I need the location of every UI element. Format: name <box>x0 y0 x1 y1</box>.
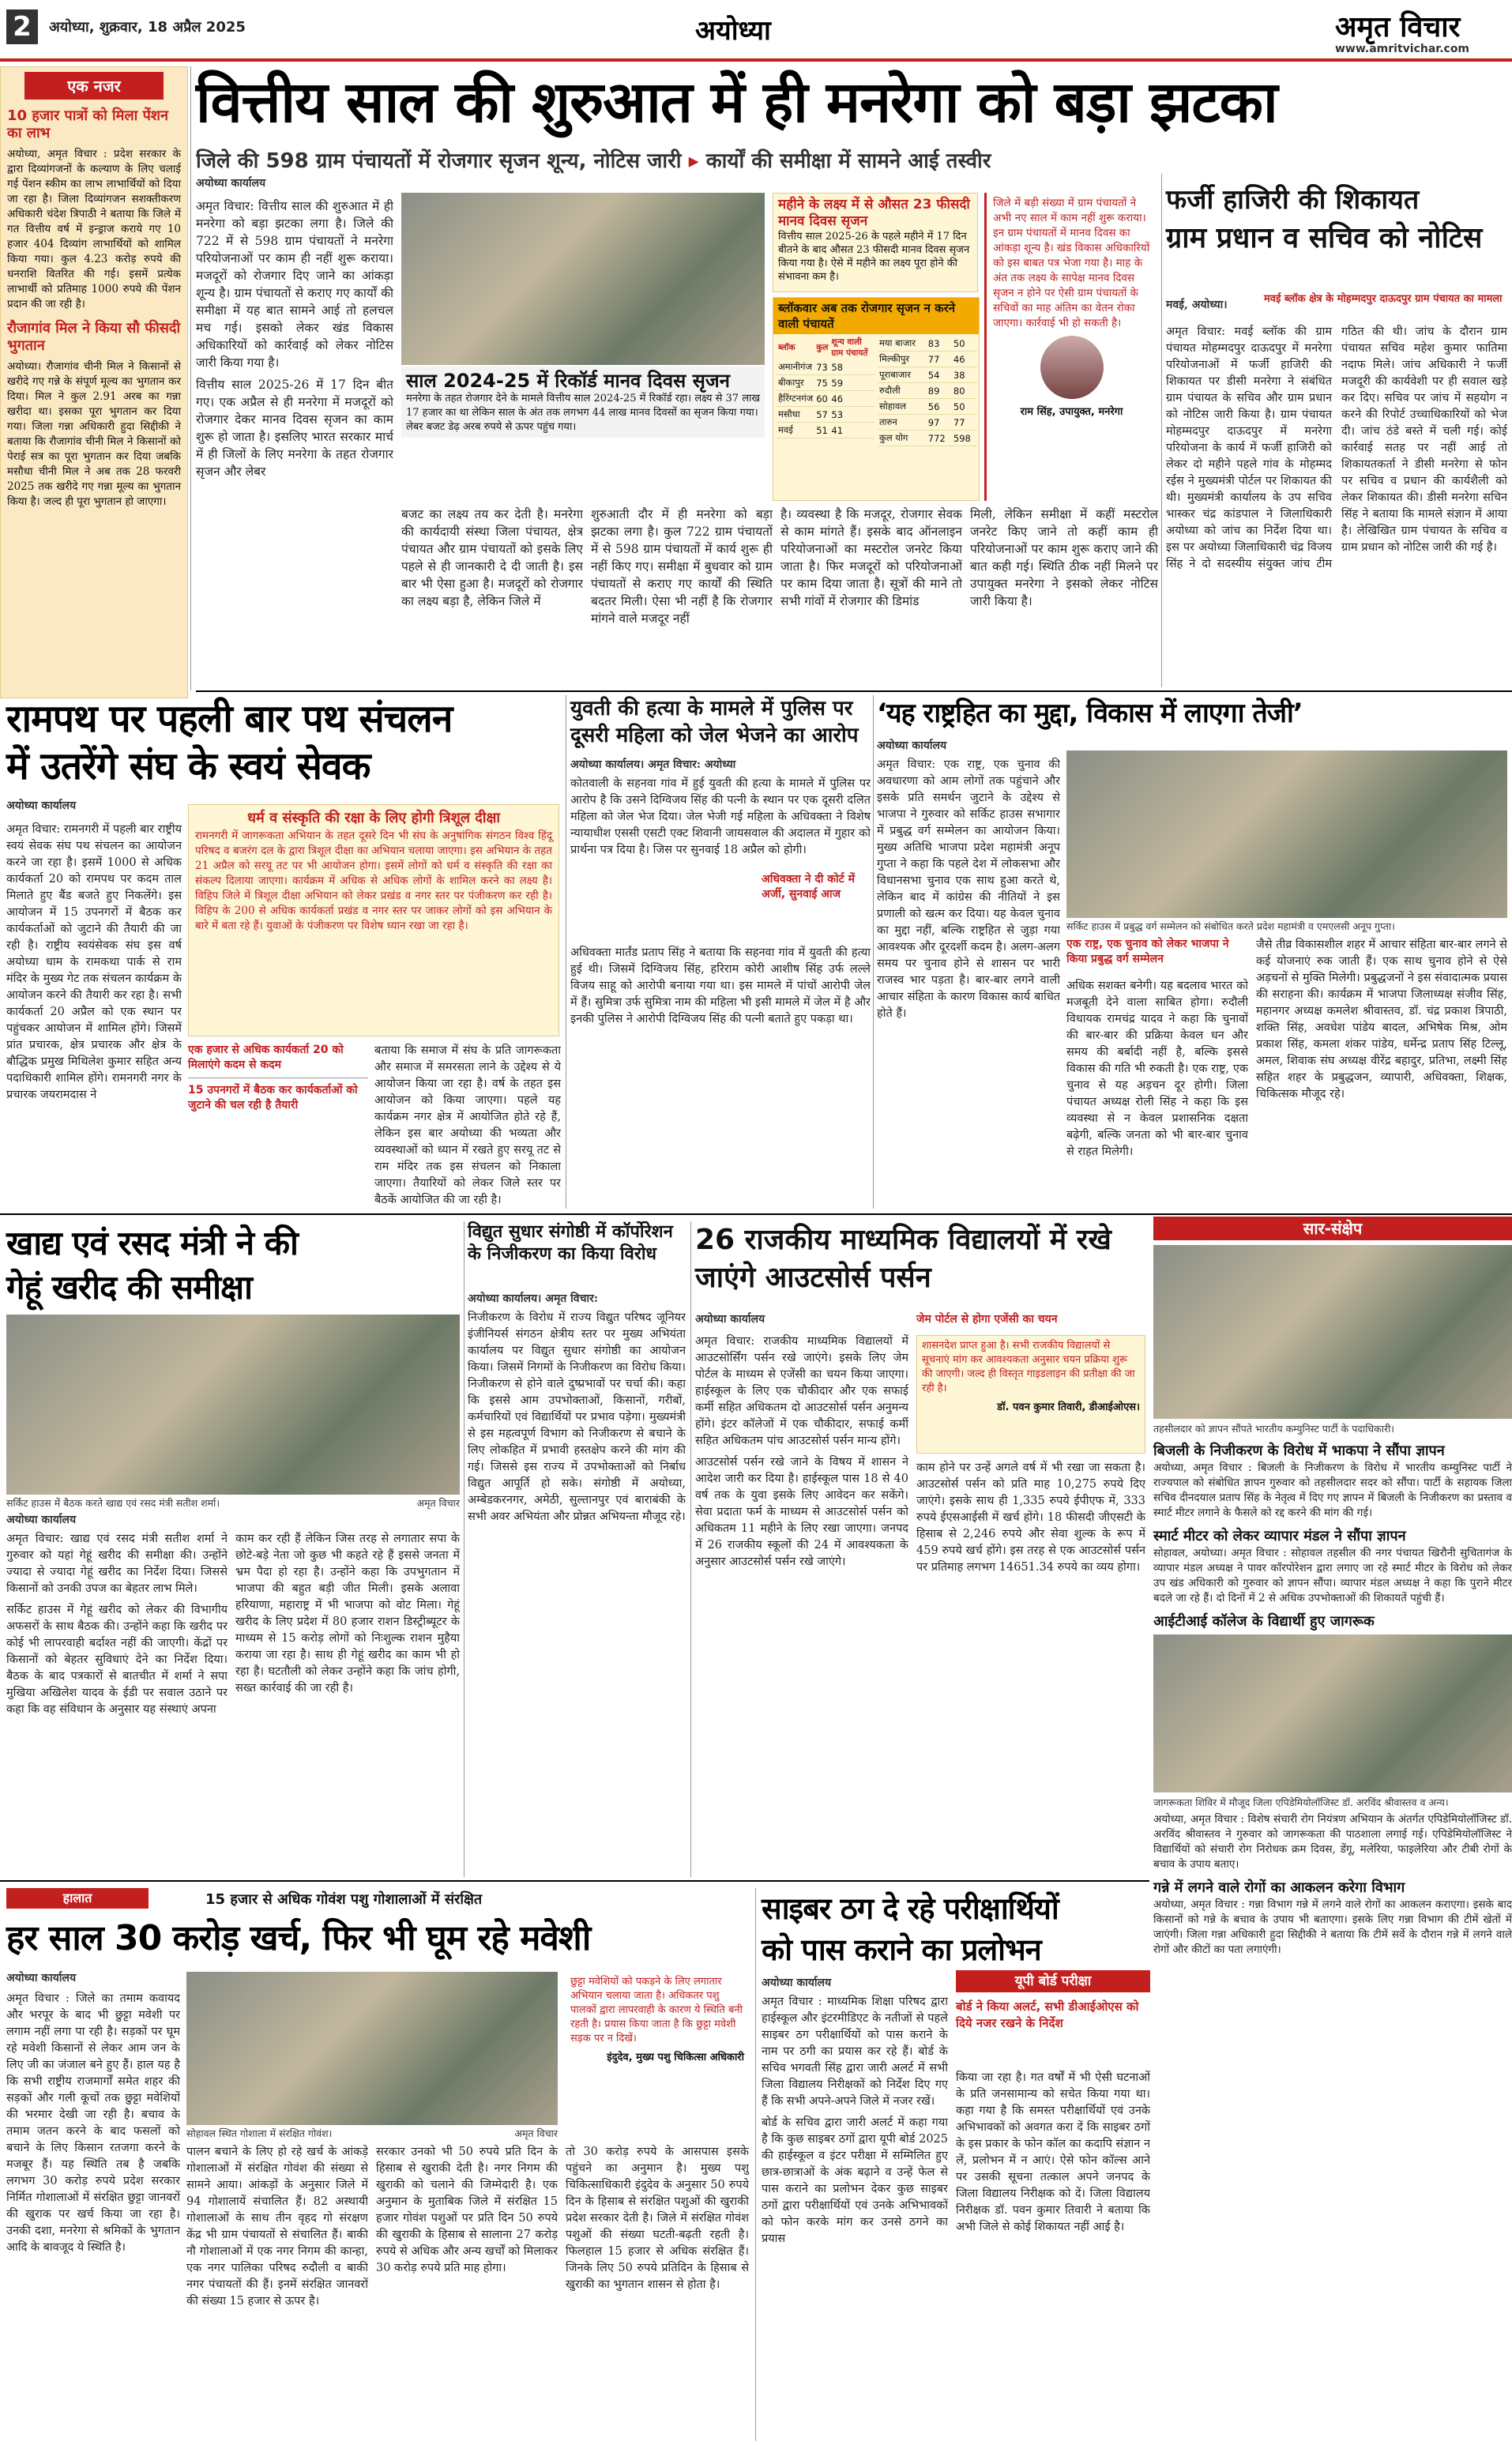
lead-para-2: वित्तीय साल 2025-26 में 17 दिन बीत गए। एक अप्रैल से ही मनरेगा में मजदूरों को रोजगार देकर मानव दिवस सृजन का काम शुरू हो जाता है। इसलिए भारत सरकार मार्च में ही जिलों के लिए मनरेगा के तहत रोजगार सृजन और लेबर <box>196 378 393 479</box>
officer-photo <box>1040 336 1104 399</box>
table-cell: 46 <box>829 391 874 407</box>
murder-callout: अधिवक्ता ने दी कोर्ट में अर्जी, सुनवाई आज <box>758 869 871 905</box>
brand-url[interactable]: www.amritvichar.com <box>1335 43 1470 55</box>
rss-col-2: बताया कि समाज में संघ के प्रति जागरूकता और समाज में समरसता लाने के उद्देश्य से ये आयोजन किया जा रहा है। वर्ष के तहत इस आयोजन को किया जाएगा। पहले यह कार्यक्रम नगर क्षेत्र में आयोजित होते रहे हैं, लेकिन इस बार अयोध्या की भव्यता और व्यवस्थाओं को ध्यान में रखते हुए सरयू तट से राम मंदिर तक इस संचलन को निकाला जाएगा। तैयारियों को लेकर जिले स्तर पर बैठकें आयोजित की जा रही है। <box>374 1044 561 1206</box>
sar-caption-1: तहसीलदार को ज्ञापन सौंपते भारतीय कम्युनिस्ट पार्टी के पदाधिकारी। <box>1153 1423 1395 1435</box>
officer-quote-by: राम सिंह, उपायुक्त, मनरेगा <box>1020 406 1123 418</box>
notice-sub: मवई ब्लॉक क्षेत्र के मोहम्मदपुर दाऊदपुर ग्राम पंचायत का मामला <box>1264 293 1503 305</box>
sidebar-item1-title: 10 हजार पात्रों को मिला पेंशन का लाभ <box>7 107 169 141</box>
officer-quote <box>984 193 1157 501</box>
lead-deck-1: जिले की 598 ग्राम पंचायतों में रोजगार सृजन शून्य, नोटिस जारी <box>196 149 682 173</box>
table-cell: 598 <box>952 431 977 446</box>
divider <box>690 1221 691 1877</box>
bjp-col-1: अमृत विचार: एक राष्ट्र, एक चुनाव की अवधारणा को आम लोगों तक पहुंचाने और इसके प्रति समर्थन जुटाने के उद्देश्य से भाजपा ने गुरुवार को सर्किट हाउस सभागार में प्रबुद्ध वर्ग सम्मेलन का आयोजन किया। मुख्य अतिथि भाजपा प्रदेश महामंत्री अनूप गुप्ता ने कहा कि पहले देश में लोकसभा और विधानसभा चुनाव एक साथ हुआ करते थे, लेकिन बाद में कांग्रेस की नीतियों ने इस प्रणाली को खत्म कर दिया। यह केवल चुनाव का मुद्दा नहीं, बल्कि राष्ट्रहित से जुड़ा गया आवश्यक और दूरदर्शी कदम है। अलग-अलग समय पर चुनाव होने से शासन पर भारी राजस्व भार पड़ता है। बार-बार लगने वाली आचार संहिता के कारण विकास कार्य बाधित होते हैं। <box>877 758 1060 1020</box>
cow-photo <box>186 1972 558 2125</box>
table-cell: 57 <box>814 407 829 423</box>
food-para-1: अमृत विचार: खाद्य एवं रसद मंत्री सतीश शर्मा ने गुरुवार को यहां गेहूं खरीद की समीक्षा की। उन्होंने ज्यादा से ज्यादा गेहूं खरीद का निर्देश दिया। जिससे किसानों को उनकी उपज का बेहतर लाभ मिले। <box>6 1533 228 1595</box>
table-cell: 83 <box>927 336 952 352</box>
bjp-col-2: अधिक सशक्त बनेगी। यह बदलाव भारत को मजबूती देने वाला साबित होगा। रुदौली विधायक रामचंद्र यादव ने कहा कि चुनावों की बार-बार की प्रक्रिया केवल धन और समय की बर्बादी नहीं है, बल्कि इससे विकास की गति भी रुकती है। एक राष्ट्र, एक चुनाव से यह अड़चन दूर होगी। जिला पंचायत अध्यक्ष रोली सिंह ने कहा कि इस व्यवस्था से न केवल प्रशासनिक दक्षता बढ़ेगी, बल्कि जनता को भी बार-बार चुनाव से राहत मिलेगी। <box>1066 980 1248 1158</box>
brand-logo: अमृत विचार <box>1335 11 1461 43</box>
sar-b3: अयोध्या, अमृत विचार : विशेष संचारी रोग नियंत्रण अभियान के अंतर्गत एपिडेमियोलॉजिस्ट डॉ. अरविंद श्रीवास्तव ने गुरुवार को जागरूकता की पाठशाला लगाई गई। एपिडेमियोलॉजिस्ट ने विद्यार्थियों को संचारी रोग निरोधक क्रम दिवस, डेंगू, मलेरिया, फाइलेरिया और टीबी रोगों के बचाव के उपाय बताए। <box>1153 1813 1512 1871</box>
food-caption-text: सर्किट हाउस में बैठक करते खाद्य एवं रसद मंत्री सतीश शर्मा। <box>6 1497 220 1509</box>
table-cell: 50 <box>952 399 977 415</box>
table-header-cell: ब्लॉक <box>778 343 795 352</box>
cyber-para-1: अमृत विचार : माध्यमिक शिक्षा परिषद द्वारा हाईस्कूल और इंटरमीडिएट के नतीजों से पहले साइबर ठग परीक्षार्थियों को पास कराने के नाम पर ठगी का प्रयास कर रहे हैं। बोर्ड के सचिव भगवती सिंह द्वारा जारी अलर्ट में सभी जिला विद्यालय निरीक्षकों को निर्देश दिए गए हैं कि सभी अपने-अपने जिले में नजर रखें। <box>762 1995 948 2108</box>
outsource-quote <box>916 1335 1145 1454</box>
rss-headline-2: में उतरेंगे संघ के स्वयं सेवक <box>6 744 370 788</box>
rss-sub-title: धर्म व संस्कृति की रक्षा के लिए होगी त्रिशूल दीक्षा <box>246 810 501 826</box>
lead-col-5 <box>970 506 1158 687</box>
table-cell: 58 <box>829 359 874 375</box>
table-row <box>878 431 977 446</box>
power-headline: विद्युत सुधार संगोष्ठी में कॉर्पोरेशन के निजीकरण का किया विरोध <box>468 1222 673 1264</box>
bjp-col-3: जैसे तीव्र विकासशील शहर में आचार संहिता बार-बार लगने से कई योजनाएं रुक जाती हैं। एक साथ चुनाव होने से ऐसे अड़चनों से मुक्ति मिलेगी। प्रबुद्धजनों ने इस संवादात्मक प्रयास की सराहना की। कार्यक्रम में भाजपा जिलाध्यक्ष संजीव सिंह, महानगर अध्यक्ष कमलेश श्रीवास्तव, डॉ. चंद्र प्रकाश त्रिपाठी, शक्ति सिंह, अवधेश पांडेय बादल, अभिषेक मिश्र, ओम प्रकाश सिंह, कमला शंकर पांडेय, धर्मेन्द्र प्रताप सिंह टिल्लू, अमल, शिवाक संघ अध्यक्ष वीरेंद्र बहादुर, प्रतिभा, लक्ष्मी सिंह सहित शहर के प्रबुद्धजन, व्यापारी, अधिवक्ता, शिक्षक, चिकित्सक मौजूद रहे। <box>1256 939 1507 1100</box>
block-table-left <box>777 336 874 438</box>
block-table-right <box>878 336 977 446</box>
lead-col-2 <box>401 506 583 687</box>
table-row <box>777 359 874 375</box>
sar-h1: बिजली के निजीकरण के विरोध में भाकपा ने सौंपा ज्ञापन <box>1153 1443 1445 1459</box>
rss-headline-1: रामपथ पर पहली बार पथ संचलन <box>6 697 453 741</box>
cow-quote <box>566 1972 749 2138</box>
cyber-label: यूपी बोर्ड परीक्षा <box>956 1970 1150 1992</box>
page-number-badge: 2 <box>6 9 38 44</box>
lead-para-3: बजट का लक्ष्य तय कर देती है। मनरेगा की कार्यदायी संस्था जिला पंचायत, क्षेत्र पंचायत और ग्राम पंचायतों को इसके लिए पहले से ही जानकारी दे दी जाती है। इस बार भी ऐसा हुआ है। मजदूरों को रोजगार का लक्ष्य बड़ा है, लेकिन जिले में <box>401 507 583 608</box>
divider <box>755 1888 756 2441</box>
murder-col-2: अधिवक्ता मार्तंड प्रताप सिंह ने बताया कि सहनवा गांव में युवती की हत्या हुई थी। जिसमें दिग्विजय सिंह, हरिराम कोरी आशीष सिंह उर्फ लल्ले विजय साहू को आरोपी बनाया गया था। इस मामले में पांचों आरोपी जेल में हैं। सुमित्रा उर्फ सुमित्रा नाम की महिला भी इसी मामले में जेल में है और इनकी पुलिस ने आरोपी दिग्विजय सिंह की पत्नी बताते हुए पकड़ा था। <box>570 946 871 1025</box>
table-cell: 80 <box>952 383 977 399</box>
sar-h2: स्मार्ट मीटर को लेकर व्यापार मंडल ने सौंपा ज्ञापन <box>1153 1528 1406 1544</box>
stat-body: वित्तीय साल 2025-26 के पहले महीने में 17 दिन बीतने के बाद औसत 23 फीसदी मानव दिवस सृजन किया गया है। ऐसे में महीने का लक्ष्य पूरा होने की संभावना कम है। <box>778 231 970 283</box>
food-headline-1: खाद्य एवं रसद मंत्री ने की <box>6 1224 298 1262</box>
divider <box>464 1221 465 1877</box>
power-col-1: निजीकरण के विरोध में राज्य विद्युत परिषद जूनियर इंजीनियर्स संगठन क्षेत्रीय स्तर पर मुख्य अभियंता कार्यालय पर विद्युत सुधार संगोष्ठी का आयोजन किया। जिसमें निगमों के निजीकरण का विरोध किया। निजीकरण से होने वाले दुष्प्रभावों पर चर्चा की। कहा कि इससे आम उपभोक्ताओं, किसानों, गरीबों, कर्मचारियों एवं विद्यार्थियों पर प्रभाव पड़ेगा। मुख्यमंत्री से इस महत्वपूर्ण विभाग को निजीकरण से बचाने के लिए लोकहित में प्रभावी हस्तक्षेप करने की मांग की गई। जिससे इस राज्य में उपभोक्ताओं को निर्बाध विद्युत आपूर्ति हो सके। संगोष्ठी में अयोध्या, अम्बेडकरनगर, अमेठी, सुल्तानपुर एवं बाराबंकी के सभी अवर अभियंता और प्रोन्नत अभियन्ता मौजूद रहे। <box>468 1311 686 1523</box>
rss-col-1: अमृत विचार: रामनगरी में पहली बार राष्ट्रीय स्वयं सेवक संघ पथ संचलन का आयोजन करने जा रहा है। इसमें 1000 से अधिक कार्यकर्ता 20 को रामपथ पर कदम ताल मिलाते हुए बैंड बजते हुए निकलेंगे। इस आयोजन में 15 उपनगरों में बैठक कर कार्यकर्ताओं को जुटाने की तैयारी की जा रही है। राष्ट्रीय स्वयंसेवक संघ इस वर्ष अयोध्या धाम के रामकथा पार्क से राम मंदिर के मुख्य गेट तक संचलन कार्यक्रम के आयोजन करने की तैयारी कर रहा है। सभी कार्यकर्ता 20 अप्रैल को एक स्थान पर पहुंचकर आयोजन में शामिल होंगे। जिसमें प्रांत प्रचारक, क्षेत्र प्रचारक और क्षेत्र के बौद्धिक प्रमुख मिथिलेश कुमार सहित अन्य पदाधिकारी शामिल होंगे। रामनगरी नगर के प्रचारक जयरामदास ने <box>6 823 182 1101</box>
outsource-sub: जेम पोर्टल से होगा एजेंसी का चयन <box>916 1313 1058 1326</box>
bjp-callout: एक राष्ट्र, एक चुनाव को लेकर भाजपा ने किया प्रबुद्ध वर्ग सम्मेलन <box>1066 938 1229 965</box>
outsource-col-1 <box>695 1333 908 1875</box>
table-cell: कुल योग <box>878 431 927 446</box>
sar-photo-3 <box>1153 1634 1512 1792</box>
sidebar-item2-body: अयोध्या। रौजागांव चीनी मिल ने किसानों से खरीदे गए गन्ने के संपूर्ण मूल्य का भुगतान कर दिया। मिल ने कुल 2.91 अरब का गन्ना खरीदा था। इसका पूरा भुगतान कर दिया गया। जिला गन्ना अधिकारी हुदा सिद्दीकी ने बताया कि रौजागांव चीनी मिल ने किसानों को पेराई सत्र का पूरा भुगतान कर दिया जबकि मसौधा चीनी मिल ने अब तक 28 फरवरी 2025 तक खरीदे गए गन्ना मूल्य का भुगतान किया है। जल्द ही पूरा भुगतान हो जाएगा। <box>7 360 181 508</box>
cow-label: हालात <box>6 1888 149 1909</box>
food-caption-credit: अमृत विचार <box>416 1497 460 1509</box>
cow-photo-caption <box>186 2127 558 2140</box>
table-cell: मिल्कीपुर <box>878 352 927 367</box>
cow-col-4: तो 30 करोड़ रुपये के आसपास इसके पहुंचने का अनुमान है। मुख्य पशु चिकित्साधिकारी इंदुदेव के अनुसार 50 रुपये दिन के हिसाब से संरक्षित पशुओं की खुराकी प्रदेश सरकार देती है। जिले में संरक्षित गोवंश पशुओं की संख्या घटती-बढ़ती रहती है। फिलहाल 15 हजार से अधिक संरक्षित हैं। जिनके लिए 50 रुपये प्रतिदिन के हिसाब से खुराकी का भुगतान शासन से होता है। <box>566 2146 749 2291</box>
lead-col-4 <box>780 506 962 687</box>
table-row <box>777 423 874 438</box>
lead-para-1: अमृत विचार: वित्तीय साल की शुरुआत में ही मनरेगा को बड़ा झटका लगा है। जिले की 722 में से 598 ग्राम पंचायतों ने मनरेगा परियोजनाओं पर काम ही नहीं शुरू कराया। मजदूरों को रोजगार दिए जाने का आंकड़ा शून्य है। ग्राम पंचायतों से कराए गए कार्यों की समीक्षा में यह बात सामने आई तो हलचल मच गई। इसको लेकर खंड विकास अधिकारियों को कार्रवाई को लेकर नोटिस जारी किया गया है। <box>196 199 393 370</box>
food-col-2: काम कर रही हैं लेकिन जिस तरह से लगातार सपा के छोटे-बड़े नेता जो कुछ भी कहते रहे हैं इससे जनता में भ्रम पैदा हो रहा है। उन्होंने कहा कि उपभुगतान में भाजपा की बहुत बड़ी जीत मिली। इसके अलावा हरियाणा, महाराष्ट्र में भी भाजपा को वोट मिला। गेहूं खरीद के लिए प्रदेश में 80 हजार राशन डिस्ट्रीब्यूटर के माध्यम से 15 करोड़ लोगों को निःशुल्क राशन मुहैया कराया जा रहा है। साथ ही गेहूं खरीद का काम भी हो रहा है। घटतौली को लेकर उन्होंने कहा कि जांच होगी, सख्त कार्रवाई की जा रही है। <box>235 1533 460 1695</box>
stat-title: महीने के लक्ष्य में से औसत 23 फीसदी मानव दिवस सृजन <box>778 197 970 229</box>
rss-callout-1: एक हजार से अधिक कार्यकर्ता 20 को मिलाएंगे कदम से कदम <box>188 1043 368 1078</box>
cyber-col-1 <box>762 1994 948 2441</box>
food-byline: अयोध्या कार्यालय <box>6 1514 77 1526</box>
table-row <box>878 415 977 431</box>
table-cell: मसौधा <box>777 407 814 423</box>
lead-byline: अयोध्या कार्यालय <box>196 177 266 190</box>
outsource-col-2: काम होने पर उन्हें अगले वर्ष में भी रखा जा सकता है। आउटसोर्स पर्सन को प्रति माह 10,275 रुपये दिए जाएंगे। इसके साथ ही 1,335 रुपये ईपीएफ में, 333 रुपये ईएसआईसी में खर्च होंगे। 18 फीसदी जीएसटी के हिसाब से 2,246 रुपये और सेवा शुल्क के रूप में 459 रुपये खर्च होंगे। इस तरह से एक आउटसोर्स पर्सन पर प्रतिमाह लगभग 14651.34 रुपये का व्यय होगा। <box>916 1461 1145 1574</box>
divider <box>1161 174 1162 687</box>
table-cell: 97 <box>927 415 952 431</box>
table-row <box>878 367 977 383</box>
divider <box>190 66 191 690</box>
cyber-byline: अयोध्या कार्यालय <box>762 1977 832 1989</box>
table-row <box>777 407 874 423</box>
table-cell: बीकापुर <box>777 375 814 391</box>
block-table <box>773 297 980 501</box>
table-row <box>777 391 874 407</box>
notice-byline: मवई, अयोध्या। <box>1166 299 1228 311</box>
sidebar-item1-body: अयोध्या, अमृत विचार : प्रदेश सरकार के द्वारा दिव्यांगजनों के कल्याण के लिए चलाई गई पेंशन स्कीम का लाभ लाभार्थियों को दिया जा रहा है। जिला दिव्यांगजन सशक्तीकरण अधिकारी चंदेश त्रिपाठी ने बताया कि जिले में गत वित्तीय वर्ष में इन्ड्राज कराये गए 10 हजार 404 दिव्यांग लाभार्थियों को शामिल किया गया। कुल 4.23 करोड़ रुपये की धनराशि वितरित की गई। इसमें प्रत्येक लाभार्थी को प्रतिमाह 1000 रुपये की पेंशन प्रदान की जा रही है। <box>7 148 181 310</box>
sidebar <box>0 66 188 698</box>
block-table-title: ब्लॉकवार अब तक रोजगार सृजन न करने वाली पंचायतें <box>773 298 979 334</box>
table-row <box>878 336 977 352</box>
stat-box <box>773 193 978 292</box>
bjp-photo-caption: सर्किट हाउस में प्रबुद्ध वर्ग सम्मेलन को संबोधित करते प्रदेश महामंत्री व एमएलसी अनूप गुप्ता। <box>1066 920 1395 932</box>
food-para-2: सर्किट हाउस में गेहूं खरीद को लेकर की विभागीय अफसरों के साथ बैठक की। उन्होंने कहा कि खरीद पर कोई भी लापरवाही बर्दाश्त नहीं की जाएगी। केंद्रों पर किसानों को बेहतर सुविधाएं देने का निर्देश दिया। बैठक के बाद पत्रकारों से बातचीत में शर्मा ने सपा मुखिया अखिलेश यादव के ईडी पर सवाल उठाने पर कहा कि वह संविधान के अनुसार यह संस्थाएं अपना <box>6 1604 228 1716</box>
table-cell: 89 <box>927 383 952 399</box>
lead-deck: जिले की 598 ग्राम पंचायतों में रोजगार सृजन शून्य, नोटिस जारी ▸ कार्यों की समीक्षा में सामने आई तस्वीर <box>196 149 991 173</box>
cyber-col-2: किया जा रहा है। गत वर्षों में भी ऐसी घटनाओं के प्रति जनसामान्य को सचेत किया गया था। कहा गया है कि समस्त परीक्षार्थियों एवं उनके अभिभावकों को अवगत करा दें कि साइबर ठगों के इस प्रकार के फोन कॉल का कदापि संज्ञान न लें, प्रलोभन में न आएं। ऐसे फोन कॉल्स आने पर उसकी सूचना तत्काल अपने जनपद के जिला विद्यालय निरीक्षक को दें। जिला विद्यालय निरीक्षक डॉ. पवन कुमार तिवारी ने बताया कि अभी जिले से कोई शिकायत नहीं आई है। <box>956 2071 1150 2233</box>
murder-byline: अयोध्या कार्यालय। अमृत विचार: अयोध्या <box>570 758 736 771</box>
notice-headline: ग्राम प्रधान व सचिव को नोटिस <box>1166 222 1483 254</box>
cyber-para-2: बोर्ड के सचिव द्वारा जारी अलर्ट में कहा गया है कि कुछ साइबर ठगों द्वारा यूपी बोर्ड 2025 की हाईस्कूल व इंटर परीक्षा में सम्मिलित हुए छात्र-छात्राओं के अंक बढ़ाने व उन्हें फेल से पास कराने का प्रलोभन देकर कुछ साइबर ठगों द्वारा परीक्षार्थियों एवं उनके अभिभावकों को फोन करके मांग कर उनसे ठगने का प्रयास <box>762 2116 948 2245</box>
power-byline: अयोध्या कार्यालय। अमृत विचार: <box>468 1292 598 1305</box>
sar-caption-3: जागरूकता शिविर में मौजूद जिला एपिडेमियोलॉजिस्ट डॉ. अरविंद श्रीवास्तव व अन्य। <box>1153 1796 1449 1808</box>
cow-caption-credit: अमृत विचार <box>514 2127 558 2139</box>
table-cell: 59 <box>829 375 874 391</box>
cow-quote-by: इंदुदेव, मुख्य पशु चिकित्सा अधिकारी <box>607 2052 744 2063</box>
cow-col-2: पालन बचाने के लिए हो रहे खर्च के आंकड़े गोशालाओं में संरक्षित गोवंश की संख्या से सामने आया। आंकड़ों के अनुसार जिले में 94 गोशालायें संचालित हैं। 82 अस्थायी गोशालाओं के साथ तीन वृहद गो संरक्षण केंद्र भी ग्राम पंचायतों से संचालित हैं। बाकी नौ गोशालाओं में एक नगर निगम की कान्हा, एक नगर पालिका परिषद रुदौली व बाकी नगर पंचायतों की हैं। इनमें संरक्षित जानवरों की संख्या 15 हजार से ऊपर है। <box>186 2146 368 2308</box>
lead-headline: वित्तीय साल की शुरुआत में ही मनरेगा को बड़ा झटका <box>196 69 1277 135</box>
rss-sub-body: रामनगरी में जागरूकता अभियान के तहत दूसरे दिन भी संघ के अनुषांगिक संगठन विश्व हिंदू परिषद व बजरंग दल के द्वारा त्रिशूल दीक्षा का अभियान चलाया जाएगा। इस अभियान के तहत 21 अप्रैल को सरयू तट पर भी आयोजन होगा। इसमें लोगों को धर्म व संस्कृति की रक्षा का संकल्प दिलाया जाएगा। कार्यक्रम में अधिक से अधिक लोगों के शामिल करने का लक्ष्य है। विहिप जिले में त्रिशूल दीक्षा अभियान को लेकर प्रखंड व नगर स्तर पर पंजीकरण कर रही है। विहिप के 200 से अधिक कार्यकर्ता प्रखंड व नगर स्तर पर जाकर लोगों को इस अभियान के बारे में बता रहे हैं। युवाओं के पंजीकरण पर विशेष ध्यान रखा जा रहा है। <box>195 829 552 932</box>
table-row <box>777 375 874 391</box>
lead-para-5: है। व्यवस्था है कि मजदूर, रोजगार सेवक से काम मांगते हैं। इसके बाद ऑनलाइन परियोजनाओं का मस्टरोल जनरेट किया जाता है। फिर मजदूरों को परियोजनाओं पर काम दिया जाता है। सूत्रों की माने तो सभी गांवों में रोजगार की डिमांड <box>780 507 962 608</box>
notice-body: अमृत विचार: मवई ब्लॉक की ग्राम पंचायत मोहम्मदपुर दाऊदपुर में मनरेगा परियोजनाओं में फर्जी हाजिरी की शिकायत पर डीसी मनरेगा ने संबंधित ग्राम पंचायत के सचिव और ग्राम प्रधान को नोटिस जारी किया है। ग्राम पंचायत मोहम्मदपुर दाऊदपुर में मनरेगा परियोजना के कार्य में फर्जी हाजिरी को लेकर दो महीने पहले गांव के मोहम्मद रईस ने मुख्यमंत्री पोर्टल पर शिकायत की थी। मुख्यमंत्री कार्यालय के उप सचिव भास्कर चंद्र कांडपाल ने जिलाधिकारी अयोध्या को जांच का निर्देश दिया था। इस पर अयोध्या जिलाधिकारी चंद्र विजय सिंह ने दो सदस्यीय संयुक्त जांच टीम गठित की थी। जांच के दौरान ग्राम पंचायत सचिव महेश कुमार फातिमा नदाफ मिले। जांच अधिकारी ने फर्जी मजदूरी की कार्यवेशी पर ही सवाल खड़े कर दिए। सचिव पर जांच में सहयोग न करने की रिपोर्ट उच्चाधिकारियों को भेज दी। जांच ठंडे बस्ते में चली गई। कोई कार्रवाई सतह पर नहीं आई तो शिकायतकर्ता ने डीसी मनरेगा से फोन पर सचिव व प्रधान की कार्यशैली को लेकर शिकायत की। डीसी मनरेगा सचिन सिंह ने बताया कि मामले संज्ञान में आया है। लेखिखित ग्राम पंचायत के सचिव व ग्राम प्रधान को नोटिस जारी की गई है। <box>1166 325 1507 570</box>
rss-sub-box <box>188 804 559 1036</box>
lead-caption-title: साल 2024-25 में रिकॉर्ड मानव दिवस सृजन <box>406 370 730 392</box>
cow-kicker: 15 हजार से अधिक गोवंश पशु गोशालाओं में संरक्षित <box>205 1891 483 1908</box>
table-cell: रुदौली <box>878 383 927 399</box>
edition-title: अयोध्या <box>695 15 771 47</box>
cyber-headline-2: को पास कराने का प्रलोभन <box>762 1932 1041 1967</box>
sar-b2: सोहावल, अयोध्या। अमृत विचार : सोहावल तहसील की नगर पंचायत खिरौनी सुचितागंज के व्यापार मंडल अध्यक्ष ने पावर कॉरपोरेशन द्वारा लगाए जा रहे स्मार्ट मीटर के विरोध को लेकर उप खंड अधिकारी को गुरुवार को ज्ञापन सौंपा। व्यापार मंडल अध्यक्ष ने कहा कि पुराने मीटर बदले जा रहे हैं। दो दिनों में 2 से अधिक उपभोक्ताओं की शिकायतें पहुंची हैं। <box>1153 1547 1512 1604</box>
table-cell: 56 <box>927 399 952 415</box>
table-header-cell: कुल <box>816 343 829 352</box>
bjp-byline: अयोध्या कार्यालय <box>877 739 947 752</box>
food-headline-2: गेहूं खरीद की समीक्षा <box>6 1268 253 1307</box>
table-cell: पूराबाजार <box>878 367 927 383</box>
table-cell: 38 <box>952 367 977 383</box>
section-rule-3 <box>0 1880 1149 1882</box>
sidebar-item2-title: रौजागांव मिल ने किया सौ फीसदी भुगतान <box>7 320 181 354</box>
table-cell: 54 <box>927 367 952 383</box>
cyber-alert: बोर्ड ने किया अलर्ट, सभी डीआईओएस को दिये नजर रखने के निर्देश <box>956 1999 1139 2030</box>
table-row <box>878 352 977 367</box>
sar-b1: अयोध्या, अमृत विचार : बिजली के निजीकरण के विरोध में भारतीय कम्युनिस्ट पार्टी ने राज्यपाल को संबोधित ज्ञापन गुरुवार को तहसीलदार सदर को सौंपा। पार्टी के सहायक जिला सचिव दीनदयाल प्रताप सिंह के नेतृत्व में दिए गए ज्ञापन में बिजली के निजीकरण का प्रस्ताव व स्मार्ट मीटर लगाने के फैसले को रद्द करने की मांग की गई। <box>1153 1461 1512 1519</box>
table-cell: 73 <box>814 359 829 375</box>
lead-col-1 <box>196 197 393 506</box>
dateline: अयोध्या, शुक्रवार, 18 अप्रैल 2025 <box>49 19 246 36</box>
table-cell: सोहावल <box>878 399 927 415</box>
rss-callouts <box>188 1043 368 1209</box>
sar-label: सार-संक्षेप <box>1153 1217 1512 1240</box>
section-rule-2 <box>0 1213 1512 1215</box>
cow-col-1: अमृत विचार : जिले का तमाम कवायद और भरपूर के बाद भी छुट्टा मवेशी पर लगाम नहीं लगा पा रही है। सड़कों पर घूम रहे मवेशी किसानों से लेकर आम जन के लिए जी का जंजाल बने हुए हैं। हाल यह है कि सभी राष्ट्रीय राजमार्गों समेत शहर की सड़कों और गली कूचों तक छुट्टा मवेशियों की भरमार देखी जा रही है। बचाव के तमाम जतन करने के बाद फसलों को बचाने के लिए किसान रतजगा करने के मजबूर हैं। यह स्थिति तब है जबकि लगभग 30 करोड़ रुपये प्रदेश सरकार निर्मित गोशालाओं में संरक्षित छुट्टा जानवरों की खुराक पर खर्च किया जा रहा है। उनकी दशा, मनरेगा से श्रमिकों के भुगतान आदि के बावजूद ये स्थिति है। <box>6 1992 180 2254</box>
table-cell: मवई <box>777 423 814 438</box>
cyber-headline-1: साइबर ठग दे रहे परीक्षार्थियों <box>762 1891 1059 1926</box>
bjp-photo <box>1066 750 1507 918</box>
sar-h3: आईटीआई कॉलेज के विद्यार्थी हुए जागरूक <box>1153 1613 1375 1630</box>
outsource-para-2: आउटसोर्स पर्सन रखे जाने के विषय में शासन ने आदेश जारी कर दिया है। हाईस्कूल पास 18 से 40 वर्ष तक के युवा इसके लिए आवेदन कर सकेंगे। सेवा प्रदाता फर्म के माध्यम से आउटसोर्स पर्सन को अधिकतम 11 महीने के लिए रखा जाएगा। जनपद में 26 राजकीय स्कूलों की 24 में आवश्यकता के अनुसार आउटसोर्स पर्सन रखे जाएंगे। <box>695 1456 908 1568</box>
lead-col-3 <box>591 506 773 687</box>
cow-byline: अयोध्या कार्यालय <box>6 1972 77 1984</box>
sidebar-label: एक नजर <box>24 72 164 100</box>
table-row <box>878 383 977 399</box>
cow-quote-text: छुट्टा मवेशियों को पकड़ने के लिए लगातार अभियान चलाया जाता है। अधिकतर पशु पालकों द्वारा लापरवाही के कारण ये स्थिति बनी रहती है। प्रयास किया जाता है कि छुट्टा मवेशी सड़क पर न दिखें। <box>570 1976 743 2044</box>
murder-col-1: कोतवाली के सहनवा गांव में हुई युवती की हत्या के मामले में पुलिस पर आरोप है कि उसने दिग्विजय सिंह की पत्नी के स्थान पर एक दूसरी दलित महिला को जेल भेज दिया। जेल भेजी गई महिला के अधिवक्ता ने विशेष न्यायाधीश एससी एसटी एक्ट शिवानी जायसवाल की अदालत में गुहार को प्रार्थना पत्र दिया है। जिस पर सुनवाई 18 अप्रैल को होगी। <box>570 777 871 856</box>
table-cell: 46 <box>952 352 977 367</box>
lead-para-4: शुरुआती दौर में ही मनरेगा को बड़ा झटका लगा है। कुल 722 ग्राम पंचायतों में से 598 ग्राम पंचायतों में कार्य शुरू ही नहीं किए गए। समीक्षा में बुधवार को ग्राम पंचायतों से कराए गए कार्यों की स्थिति बदतर मिली। ऐसा भी नहीं है कि रोजगार मांगने वाले मजदूर नहीं <box>591 507 773 626</box>
food-photo-caption <box>6 1496 460 1510</box>
outsource-byline: अयोध्या कार्यालय <box>695 1313 765 1326</box>
table-cell: तारुन <box>878 415 927 431</box>
lead-para-6: मिली, लेकिन समीक्षा में कहीं मस्टरोल जनरेट किए जाने तो कहीं काम ही परियोजनाओं पर काम शुरू कराए जाने की बात कही गई। स्थिति ठीक नहीं मिलने पर उपायुक्त मनरेगा ने इसको लेकर नोटिस जारी किया है। <box>970 507 1158 608</box>
table-row <box>878 399 977 415</box>
section-rule-1 <box>196 690 1512 692</box>
lead-deck-2: कार्यों की समीक्षा में सामने आई तस्वीर <box>705 149 991 173</box>
divider <box>873 695 874 1209</box>
murder-headline: युवती की हत्या के मामले में पुलिस पर दूसरी महिला को जेल भेजने का आरोप <box>570 697 859 747</box>
sar-b4: अयोध्या, अमृत विचार : गन्ना विभाग गन्ने में लगने वाले रोगों का आकलन कराएगा। इसके बाद किसानों को गन्ने के बचाव के उपाय भी बताएगा। इसके लिए गन्ना विभाग की टीमें खेतों में जाएंगी। जिला गन्ना अधिकारी हुदा सिद्दीकी ने बताया कि टीमें सर्वे के दौरान गन्ने में लगने वाले रोगों और कीटों का पता लगाएंगी। <box>1153 1898 1512 1956</box>
cow-col-3: सरकार उनको भी 50 रुपये प्रति दिन के हिसाब से खुराकी देती है। नगर निगम की खुराकी को चलाने की जिम्मेदारी है। एक अनुमान के मुताबिक जिले में संरक्षित 15 हजार गोवंश पशुओं पर प्रति दिन 50 रुपये की खुराकी के हिसाब से सालाना 27 करोड़ रुपये से अधिक और अन्य खर्चों को मिलाकर 30 करोड़ रुपये प्रति माह होगा। <box>376 2146 558 2274</box>
rss-callout-2: 15 उपनगरों में बैठक कर कार्यकर्ताओं को जुटाने की चल रही है तैयारी <box>188 1084 358 1112</box>
lead-caption-body: मनरेगा के तहत रोजगार देने के मामले वित्तीय साल 2024-25 में रिकॉर्ड रहा। लक्ष्य से 37 लाख 17 हजार का था लेकिन साल के अंत तक लगभग 44 लाख मानव दिवसों का सृजन किया गया। लेबर बजट डेढ़ अरब रुपये से ऊपर पहुंच गया। <box>406 393 761 433</box>
outsource-quote-text: शासनदेश प्राप्त हुआ है। सभी राजकीय विद्यालयों से सूचनाएं मांग कर आवश्यकता अनुसार चयन प्रक्रिया शुरू की जाएगी। जल्द ही विस्तृत गाइडलाइन की प्रतीक्षा की जा रही है। <box>922 1340 1135 1394</box>
bjp-headline: ‘यह राष्ट्रहित का मुद्दा, विकास में लाएगा तेजी’ <box>877 698 1303 729</box>
table-cell: अमानीगंज <box>777 359 814 375</box>
rss-byline: अयोध्या कार्यालय <box>6 799 77 812</box>
outsource-headline: 26 राजकीय माध्यमिक विद्यालयों में रखे जाएंगे आउटसोर्स पर्सन <box>695 1224 1111 1294</box>
cow-headline: हर साल 30 करोड़ खर्च, फिर भी घूम रहे मवेशी <box>6 1918 591 1958</box>
table-cell: 41 <box>829 423 874 438</box>
sar-photo-1 <box>1153 1245 1512 1419</box>
table-cell: 77 <box>927 352 952 367</box>
lead-photo-caption <box>401 367 765 438</box>
table-header-cell: शून्य वाली ग्राम पंचायतें <box>831 337 868 358</box>
officer-quote-text: जिले में बड़ी संख्या में ग्राम पंचायतों ने अभी नए साल में काम नहीं शुरू कराया। इन ग्राम पंचायतों में मानव दिवस का आंकड़ा शून्य है। खंड विकास अधिकारियों को इस बाबत पत्र भेजा गया है। माह के अंत तक लक्ष्य के सापेक्ष मानव दिवस सृजन न होने पर ऐसी ग्राम पंचायतों के सचिवों का माह अंतिम का वेतन रोका जाएगा। कार्रवाई भी हो सकती है। <box>993 197 1150 329</box>
food-col-1 <box>6 1531 228 1875</box>
table-cell: 772 <box>927 431 952 446</box>
cow-caption-text: सोहावल स्थित गोशाला में संरक्षित गोवंश। <box>186 2127 333 2139</box>
table-cell: 60 <box>814 391 829 407</box>
notice-kicker: फर्जी हाजिरी की शिकायत <box>1166 184 1420 216</box>
outsource-para-1: अमृत विचार: राजकीय माध्यमिक विद्यालयों में आउटसोर्सिंग पर्सन रखे जाएंगे। इसके लिए जेम पोर्टल के माध्यम से एजेंसी का चयन किया जाएगा। हाईस्कूल के लिए एक चौकीदार और एक सफाई कर्मी सहित अधिकतम दो आउटसोर्स पर्सन अनुमन्य होंगे। इंटर कॉलेजों में एक चौकीदार, सफाई कर्मी सहित अधिकतम पांच आउटसोर्स पर्सन मान्य होंगे। <box>695 1335 908 1447</box>
food-photo <box>6 1315 460 1495</box>
table-header-row <box>777 336 874 359</box>
masthead-rule <box>0 58 1512 62</box>
table-cell: 75 <box>814 375 829 391</box>
table-cell: 50 <box>952 336 977 352</box>
table-cell: 53 <box>829 407 874 423</box>
lead-photo <box>401 193 765 365</box>
sar-h4: गन्ने में लगने वाले रोगों का आकलन करेगा विभाग <box>1153 1879 1405 1896</box>
table-cell: मया बाजार <box>878 336 927 352</box>
table-cell: 51 <box>814 423 829 438</box>
table-cell: 77 <box>952 415 977 431</box>
table-cell: हैरिंग्टनगंज <box>777 391 814 407</box>
outsource-quote-by: डॉ. पवन कुमार तिवारी, डीआईओएस। <box>997 1401 1140 1413</box>
sar-column <box>1153 1217 1512 2445</box>
